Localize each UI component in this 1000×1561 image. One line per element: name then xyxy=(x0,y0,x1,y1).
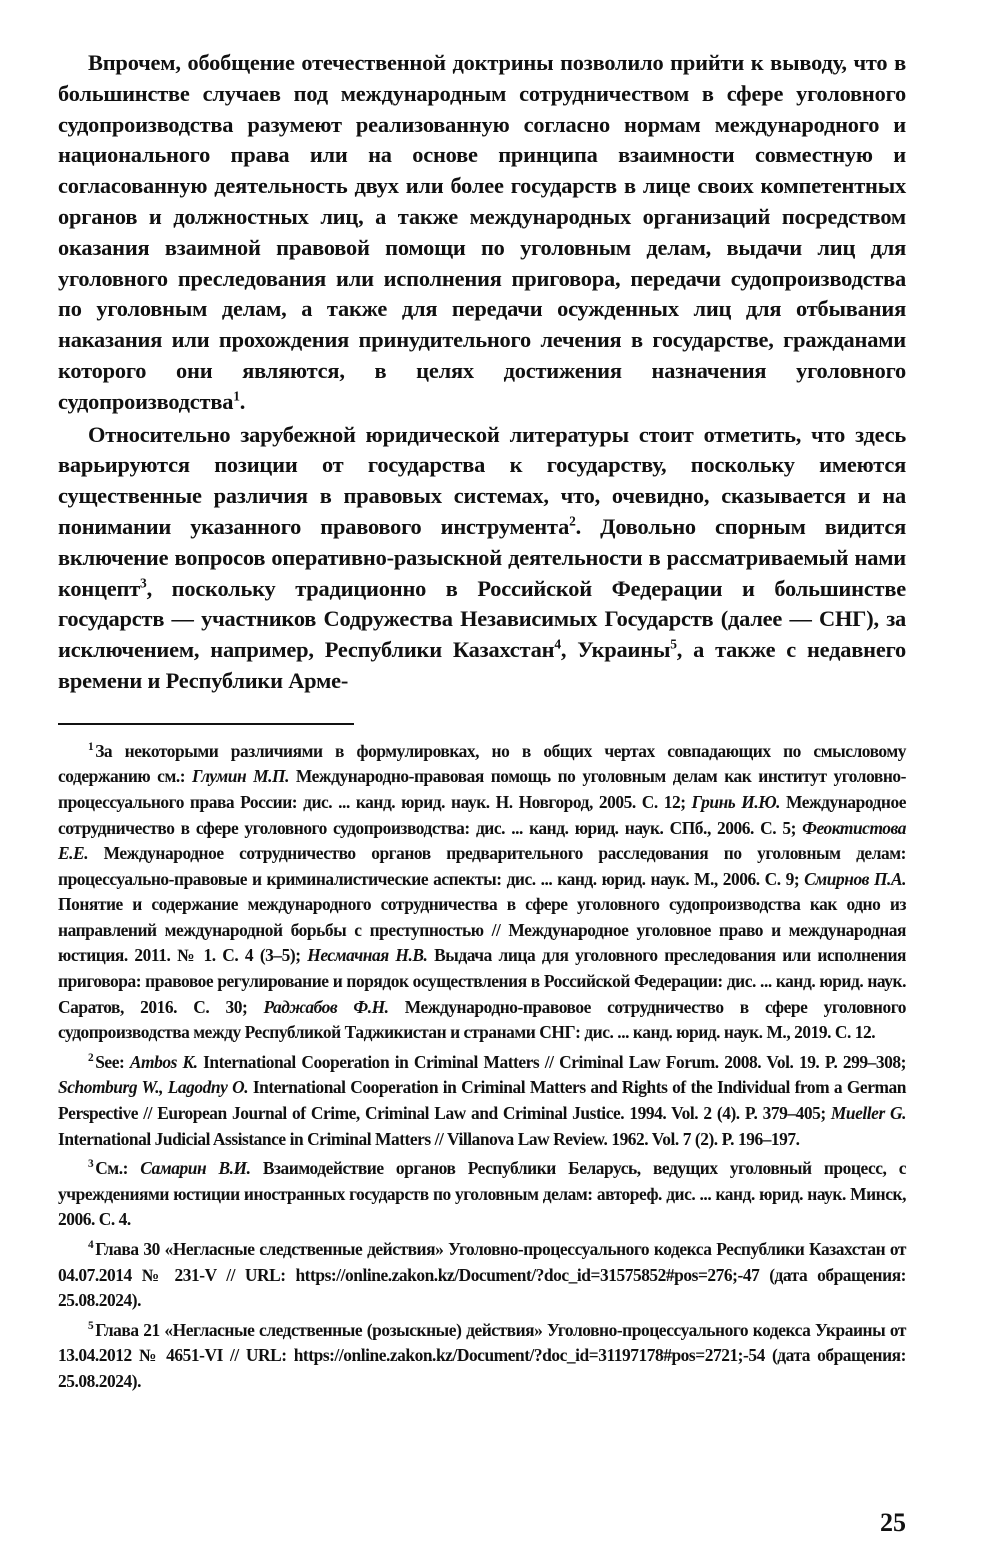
author-name: Глумин М.П. xyxy=(192,766,289,787)
author-name: Раджабов Ф.Н. xyxy=(263,996,389,1017)
footnote-ref-5[interactable]: 5 xyxy=(670,636,677,652)
footnote-2: $^2$ See: Ambos K. International Cooperation in Criminal Matters // Criminal Law Forum. 2008. Vol. 19. P. 299–308; Schomburg W., Lagodny O. International Cooperation in Criminal Matters and Rights of the Individual from a German Perspective // European Journal of Crime, Criminal Law and Criminal Justice. 1994. Vol. 2 (4). P. 379–405; Mueller G. International Judicial Assistance in Criminal Matters // Villanova Law Review. 1962. Vol. 7 (2). P. 196–197. xyxy=(58,1051,906,1149)
author-name: Самарин В.И. xyxy=(140,1158,251,1179)
footnote-number: 2 xyxy=(88,1052,94,1065)
footnote-4: $^4$ Глава 30 «Негласные следственные действия» Уголовно-процессуального кодекса Республики Казахстан от 04.07.2014 № 231-V // URL: https://online.zakon.kz/Document/?doc_id=31575852#pos=276;-47 (дата обращения: 25.08.2024). xyxy=(58,1239,906,1311)
footnote-ref-3[interactable]: 3 xyxy=(140,575,147,591)
main-text xyxy=(58,48,906,697)
footnote-1: $^1$ За некоторыми различиями в формулировках, но в общих чертах совпадающих по смысловому содержанию см.: Глумин М.П. Международно-правовая помощь по уголовным делам как институт уголовно-процессуального права России: дис. ... канд. юрид. наук. Н. Новгород, 2005. С. 12; Гринь И.Ю. Международное сотрудничество в сфере уголовного судопроизводства: дис. ... канд. юрид. наук. СПб., 2006. С. 5; Феоктистова Е.Е. Международное сотрудничество органов предварительного расследования по уголовным делам: процессуально-правовые и криминалистические аспекты: дис. ... канд. юрид. наук. М., 2006. С. 9; Смирнов П.А. Понятие и содержание международного сотрудничества в сфере уголовного судопроизводства как одно из направлений международной борьбы с преступностью // Международное уголовное право и международная юстиция. 2011. № 1. С. 4 (3–5); Несмачная Н.В. Выдача лица для уголовного преследования или исполнения приговора: правовое регулирование и порядок осуществления в Российской Федерации: дис. ... канд. юрид. наук. Саратов, 2016. С. 30; Раджабов Ф.Н. Международно-правовое сотрудничество в сфере уголовного судопроизводства между Республикой Таджикистан и странами СНГ: дис. ... канд. юрид. наук. М., 2019. С. 12. xyxy=(58,740,907,1043)
author-name: Schomburg W., Lagodny O. xyxy=(58,1077,249,1098)
footnote-number: 4 xyxy=(88,1239,94,1252)
footnote-ref-1[interactable]: 1 xyxy=(233,388,240,404)
footnote-number: 1 xyxy=(88,740,94,753)
author-name: Mueller G. xyxy=(830,1103,906,1124)
footnote-number: 5 xyxy=(88,1320,94,1332)
author-name: Смирнов П.А. xyxy=(804,868,906,889)
author-name: Ambos K. xyxy=(129,1051,198,1072)
paragraph-2: Относительно зарубежной юридической литературы стоит отметить, что здесь варьируются позиции от государства к государству, поскольку имеются существенные различия в правовых системах, что, очевидно, сказывается и на понимании указанного правового инструмента$^2$. Довольно спорным видится включение вопросов оперативно-разыскной деятельности в рассматриваемый нами концепт$^3$, поскольку традиционно в Российской Федерации и большинстве государств — участников Содружества Независимых Государств (далее — СНГ), за исключением, например, Республики Казахстан$^4$, Украины$^5$, а также с недавнего времени и Республики Арме- xyxy=(58,421,906,693)
footnote-number: 3 xyxy=(88,1158,94,1171)
footnotes xyxy=(58,739,906,1395)
author-name: Гринь И.Ю. xyxy=(691,791,781,812)
page-number: 25 xyxy=(880,1508,906,1537)
book-page xyxy=(58,48,906,1538)
author-name: Феоктистова Е.Е. xyxy=(58,817,906,864)
paragraph-1: Впрочем, обобщение отечественной доктрины позволило прийти к выводу, что в большинстве случаев под международным сотрудничеством в сфере уголовного судопроизводства разумеют реализованную согласно нормам международного и национального права или на основе принципа взаимности совместную и согласованную деятельность двух или более государств в лице своих компетентных органов и должностных лиц, а также международных организаций посредством оказания взаимной правовой помощи по уголовным делам, выдачи лиц для уголовного преследования или исполнения приговора, передачи судопроизводства по уголовным делам, а также для передачи осужденных лиц для отбывания наказания или прохождения принудительного лечения в государстве, гражданами которого они являются, в целях достижения назначения уголовного судопроизводства$^1$. xyxy=(58,50,906,414)
footnote-3: $^3$ См.: Самарин В.И. Взаимодействие органов Республики Беларусь, ведущих уголовный процесс, с учреждениями юстиции иностранных государств по уголовным делам: автореф. дис. ... канд. юрид. наук. Минск, 2006. С. 4. xyxy=(58,1158,906,1230)
author-name: Несмачная Н.В. xyxy=(307,945,428,966)
footnote-ref-4[interactable]: 4 xyxy=(554,636,561,652)
footnote-5: $^5$ Глава 21 «Негласные следственные (розыскные) действия» Уголовно-процессуального кодекса Украины от 13.04.2012 № 4651-VI // URL: https://online.zakon.kz/Document/?doc_id=31197178#pos=2721;-54 (дата обращения: 25.08.2024). xyxy=(58,1319,906,1391)
footnote-ref-2[interactable]: 2 xyxy=(569,513,576,529)
footnote-divider xyxy=(58,723,354,725)
